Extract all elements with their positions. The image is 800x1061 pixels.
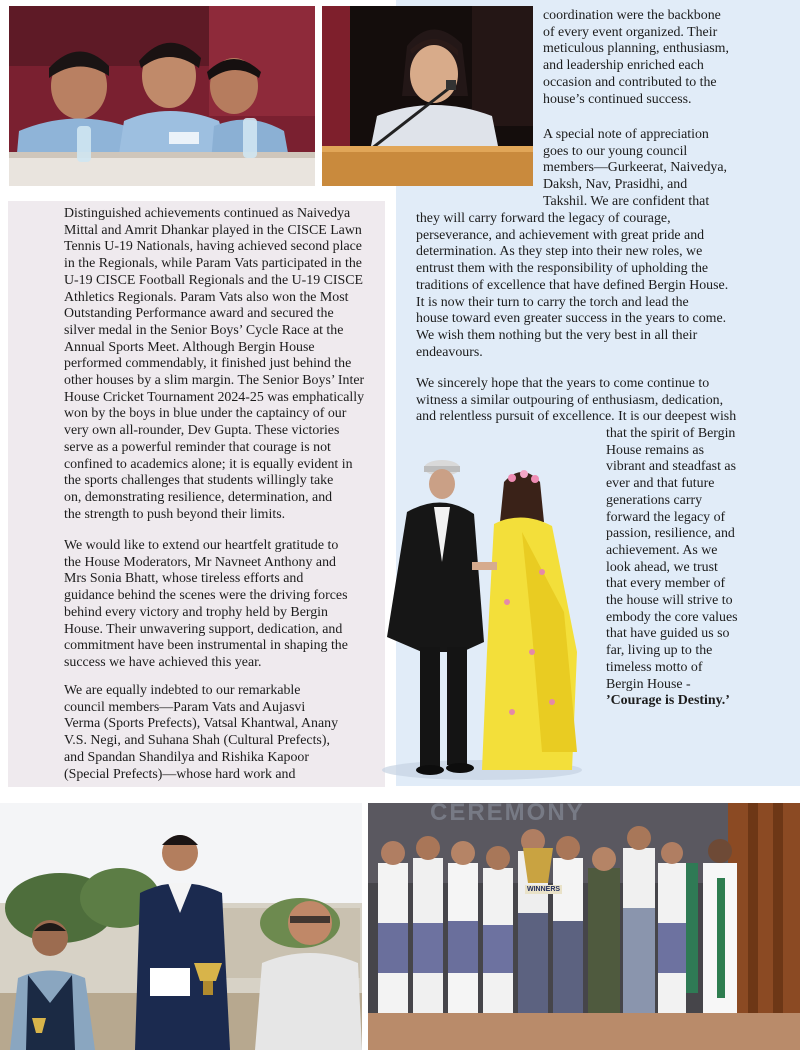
trophy-label-text: WINNERS (527, 886, 561, 893)
trophy-presentation-photo (0, 803, 362, 1050)
left-para-gratitude: We would like to extend our heartfelt gratitude to the House Moderators, Mr Navneet Anthony and Mrs Sonia Bhatt, whose tireless efforts and guidance behind the scenes were the driving forces behind every victory and trophy held by Bergin House. Their unwavering support, dedication, and commitment have been instrumental in shaping the success we have achieved this year. (64, 538, 348, 670)
right-para-council-appreciation: A special note of appreciation goes to our young council members—Gurkeerat, Naivedya, Daksh, Nav, Prasidhi, and Takshil. We are confident that (543, 127, 727, 209)
right-para-hope-continued: that the spirit of Bergin House remains as vibrant and steadfast as ever and that future generations carry forward the legacy of passion, resilience, and achievement. As we look ahead, we trust that every member of the house will strive to embody the core values that have guided us so far, living up to the timeless motto of Bergin House - ’Courage is Destiny.’ (606, 426, 796, 710)
left-para-council-members: We are equally indebted to our remarkable council members—Param Vats and Aujasvi Verma (Sports Prefects), Vatsal Khantwal, Anany V.S. Negi, and Suhana Shah (Cultural Prefects), and Spandan Shandilya and Rishika Kapoor (Special Prefects)—whose hard work and (64, 683, 339, 782)
award-ceremony-stage-photo (368, 803, 800, 1050)
house-motto: ’Courage is Destiny.’ (606, 693, 730, 709)
right-para-hope: We sincerely hope that the years to come continue to witness a similar outpouring of enthusiasm, dedication, and relentless pursuit of excellence. It is our deepest wish (416, 376, 737, 425)
right-para-legacy: they will carry forward the legacy of courage, perseverance, and achievement with great pride and determination. As they step into their new roles, we entrust them with the responsibility of upholding the traditions of excellence that have defined Bergin House. It is now their turn to carry the torch and lead the house toward even greater success in the years to come. We wish them nothing but the very best in all their endeavours. (416, 211, 729, 360)
ceremony-banner-text: CEREMONY (430, 803, 585, 826)
left-para-achievements: Distinguished achievements continued as Naivedya Mittal and Amrit Dhankar played in the CISCE Lawn Tennis U-19 Nationals, having achieved second place in the Regionals, while Param Vats participated in the U-19 CISCE Football Regionals and the U-19 CISCE Athletics Regionals. Param Vats also won the Most Outstanding Performance award and secured the silver medal in the Senior Boys’ Cycle Race at the Annual Sports Meet. Although Bergin House performed commendably, it finished just behind the other houses by a slim margin. The Senior Boys’ Inter House Cricket Tournament 2024-25 was emphatically won by the boys in blue under the captaincy of our very own all-rounder, Dev Gupta. These victories serve as a powerful reminder that courage is not confined to academics alone; it is equally evident in the sports challenges that students willingly take on, demonstrating resilience, determination, and the strength to push beyond their limits. (64, 206, 365, 522)
right-para-coordination: coordination were the backbone of every event organized. Their meticulous planning, enthusiasm, and leadership enriched each occasion and contributed to the house’s continued success. (543, 8, 729, 107)
debate-students-photo (9, 6, 315, 186)
couple-fashion-walk-photo (372, 452, 592, 782)
podium-speaker-photo (322, 6, 533, 186)
